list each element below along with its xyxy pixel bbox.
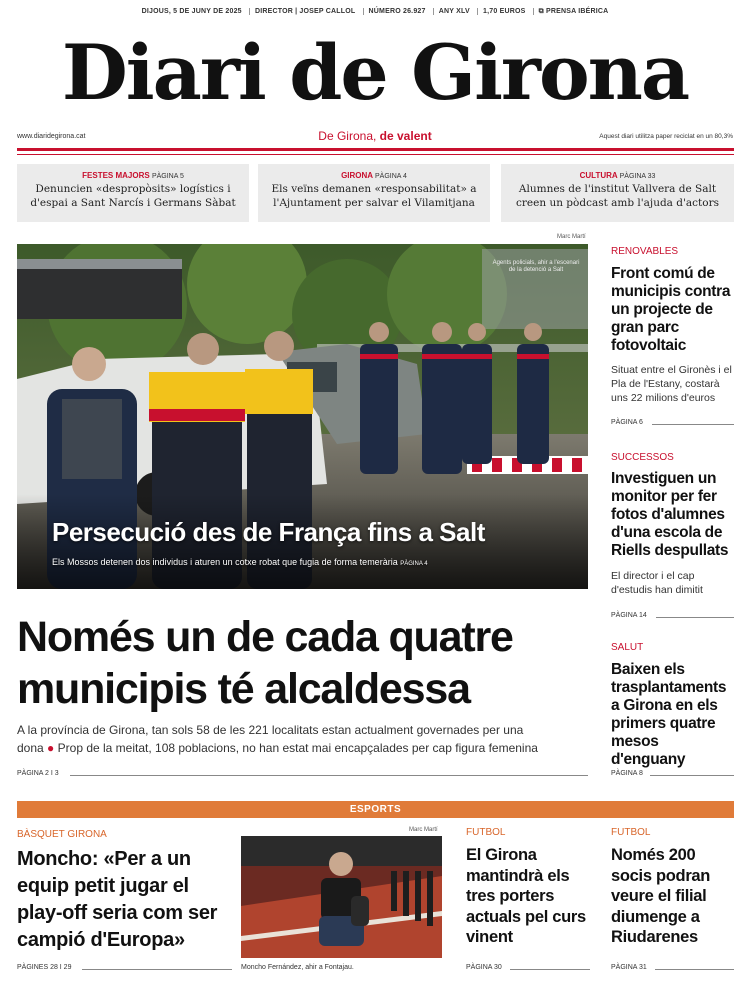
sidebar-rule	[652, 424, 734, 425]
teaser-section	[501, 171, 734, 180]
photo-subtitle	[52, 557, 428, 567]
recycle-note: Aquest diari utilitza paper reciclat en un 80,3%	[599, 133, 733, 140]
sports-col2-section: FUTBOL	[466, 827, 506, 838]
sidebar-text-renovables: Situat entre el Gironès i el Pla de l'Estany, costarà uns 22 milions d'euros	[611, 364, 732, 404]
sports-photo[interactable]	[241, 836, 442, 958]
teaser-cultura[interactable]	[501, 164, 734, 222]
lead-headline-line-1: Només un de cada quatre	[17, 613, 513, 661]
lead-page: PÀGINA 2 I 3	[17, 770, 59, 777]
teaser-section-label: GIRONA	[341, 171, 373, 180]
photo-page: PÀGINA 4	[400, 561, 428, 567]
teaser-festes-majors[interactable]	[17, 164, 249, 222]
sports-rule	[510, 969, 590, 970]
teaser-page: PÀGINA 5	[151, 173, 184, 180]
sidebar-section-renovables: RENOVABLES	[611, 246, 679, 257]
sports-main-section: BÀSQUET GIRONA	[17, 829, 107, 840]
masthead-rule-thin	[17, 154, 734, 155]
slogan-part-1: De Girona,	[318, 129, 377, 143]
teaser-section-label: CULTURA	[579, 171, 618, 180]
sidebar-page-salut: PÀGINA 8	[611, 770, 643, 777]
photo-subtitle-text: Els Mossos detenen dos individus i aturen un cotxe robat que fugia de forma temerària	[52, 557, 398, 567]
sidebar-page-successos: PÀGINA 14	[611, 612, 647, 619]
sidebar-headline-renovables[interactable]: Front comú de municipis contra un projecte de gran parc fotovoltaic	[611, 265, 731, 354]
edition-date: DIJOUS, 5 DE JUNY DE 2025	[141, 8, 242, 15]
teaser-text: Alumnes de l'institut Vallvera de Salt creen un pòdcast amb l'ajuda d'actors	[516, 183, 719, 209]
slogan-part-2: de valent	[379, 129, 432, 143]
teaser-section-label: FESTES MAJORS	[82, 171, 150, 180]
sidebar-section-successos: SUCCESSOS	[611, 452, 674, 463]
teaser-text: Denuncien «despropòsits» logístics i d'espai a Sant Narcís i Germans Sàbat	[30, 183, 236, 209]
teaser-text: Els veïns demanen «responsabilitat» a l'Ajuntament per salvar el Vilamitjana	[271, 183, 477, 209]
photo-headline[interactable]: Persecució des de França fins a Salt	[52, 517, 485, 547]
lead-rule	[70, 775, 588, 776]
sports-section-bar[interactable]: ESPORTS	[17, 801, 734, 818]
teaser-section	[258, 171, 490, 180]
bullet-icon: ●	[47, 741, 55, 755]
sports-main-headline[interactable]: Moncho: «Per a un equip petit jugar el play-off seria com ser campió d'Europa»	[17, 848, 218, 951]
teaser-page: PÀGINA 4	[375, 173, 407, 180]
group-name: PRENSA IBÉRICA	[545, 8, 609, 15]
teaser-girona[interactable]	[258, 164, 490, 222]
sidebar-page-renovables: PÀGINA 6	[611, 419, 643, 426]
teaser-page: PÀGINA 33	[619, 173, 656, 180]
sidebar-headline-salut[interactable]: Baixen els trasplantaments a Girona en els primers quatre mesos d'enguany	[611, 661, 727, 768]
sports-rule	[655, 969, 734, 970]
photo-credit: Marc Martí	[557, 234, 586, 240]
edition-group: ⧉ PRENSA IBÉRICA	[533, 8, 614, 15]
lead-deck-rest: Prop de la meitat, 108 poblacions, no han estat mai encapçalades per cap figura femenina	[57, 741, 538, 755]
sidebar-section-salut: SALUT	[611, 642, 644, 653]
masthead-rule	[17, 148, 734, 151]
teaser-section	[17, 171, 249, 180]
lead-headline-line-2: municipis té alcaldessa	[17, 665, 470, 713]
sports-rule	[82, 969, 232, 970]
edition-price: 1,70 EUROS	[477, 8, 530, 15]
edition-year: ANY XLV	[433, 8, 475, 15]
sidebar-text-successos: El director i el cap d'estudis han dimitit	[611, 570, 703, 596]
sports-col3-section: FUTBOL	[611, 827, 651, 838]
lead-deck-word: dona	[17, 741, 44, 755]
masthead-logo[interactable]: Diari de Girona	[61, 28, 689, 117]
sports-col2-headline[interactable]: El Girona mantindrà els tres porters actuals pel curs vinent	[466, 846, 586, 946]
lead-deck-line-1: A la província de Girona, tan sols 58 de les 221 localitats estan actualment governades per una	[17, 723, 524, 737]
website-url[interactable]: www.diaridegirona.cat	[17, 133, 86, 140]
edition-number: NÚMERO 26.927	[363, 8, 431, 15]
sports-photo-credit: Marc Martí	[409, 827, 438, 833]
sidebar-rule	[650, 775, 734, 776]
photo-inset-note: Agents policials, ahir a l'escenari de la detenció a Salt	[492, 260, 580, 273]
sports-col2-page: PÀGINA 30	[466, 964, 502, 971]
sports-main-page: PÀGINES 28 I 29	[17, 964, 72, 971]
lead-headline[interactable]	[17, 611, 592, 715]
sports-photo-caption: Moncho Fernández, ahir a Fontajau.	[241, 964, 354, 971]
sports-col3-page: PÀGINA 31	[611, 964, 647, 971]
coach-portrait-illustration	[241, 836, 442, 958]
sidebar-headline-successos[interactable]: Investiguen un monitor per fer fotos d'alumnes d'una escola de Riells despullats	[611, 470, 729, 559]
edition-info	[0, 8, 750, 16]
edition-director: DIRECTOR | JOSEP CALLOL	[249, 8, 360, 15]
sidebar-rule	[656, 617, 734, 618]
lead-deck-line-2	[17, 739, 592, 757]
lead-deck	[17, 721, 592, 757]
sports-col3-headline[interactable]: Només 200 socis podran veure el filial diumenge a Riudarenes	[611, 846, 711, 946]
